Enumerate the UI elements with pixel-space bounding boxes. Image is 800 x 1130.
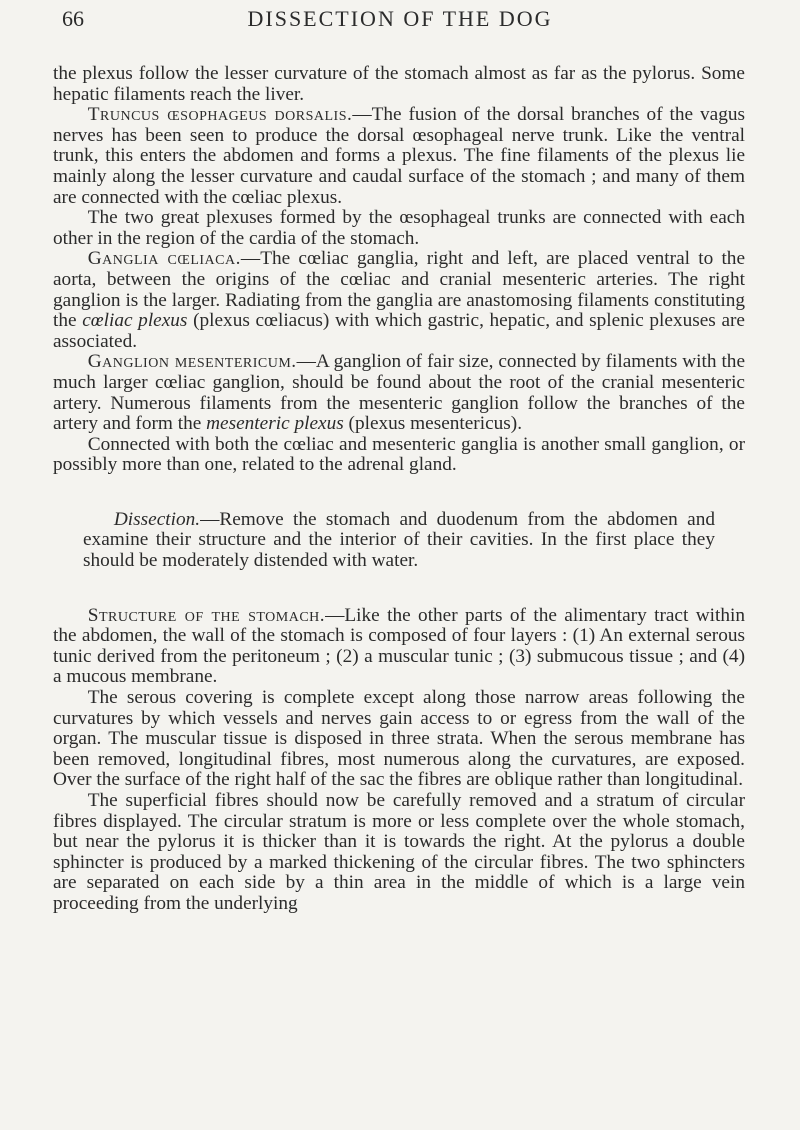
paragraph-plexuses xyxy=(53,208,745,249)
paragraph-structure-text: —Like the other parts of the alimentary tract within the abdomen, the wall of the stomach is composed of four layers : (1) An external serous tunic derived from the peritoneum ; (2) a muscular tunic ; (3) submucous tissue ; and (4) a mucous membrane. xyxy=(53,604,745,688)
term-mesenteric-plexus: mesenteric plexus xyxy=(206,413,344,435)
heading-ganglion-mesentericum: Ganglion mesentericum. xyxy=(87,351,297,373)
paragraph-plexuses-text: The two great plexuses formed by the œsophageal trunks are connected with each other in the region of the cardia of the stomach. xyxy=(53,207,745,249)
paragraph-circular xyxy=(53,791,745,915)
paragraph-serous xyxy=(53,688,745,791)
paragraph-truncus-text: —The fusion of the dorsal branches of the vagus nerves has been seen to produce the dorsal œsophageal nerve trunk. Like the ventral trunk, this enters the abdomen and forms a plexus. The fine filaments of the plexus lie mainly along the lesser curvature and caudal surface of the stomach ; and many of them are connected with the cœliac plexus. xyxy=(53,104,745,208)
paragraph-1 xyxy=(53,64,745,105)
body-text xyxy=(53,64,745,915)
heading-ganglia-coeliaca: Ganglia cœliaca. xyxy=(87,248,241,270)
paragraph-circular-text: The superficial fibres should now be carefully removed and a stratum of circular fibres displayed. The circular stratum is more or less complete over the whole stomach, but near the pylorus it is thicker than it is towards the right. At the pylorus a double sphincter is produced by a marked thickening of the circular fibres. The two sphincters are separated on each side by a thin area in the middle of which is a large vein proceeding from the underlying xyxy=(53,790,745,914)
paragraph-structure xyxy=(53,606,745,688)
running-title: DISSECTION OF THE DOG xyxy=(247,6,553,31)
paragraph-ganglia-text-a: —The cœliac ganglia, right and left, are placed ventral to the aorta, between the origins of the cœliac and cranial mesenteric arteries. The right ganglion is the larger. Radiating from the ganglia are anastomosing filaments constituting the xyxy=(53,248,746,332)
page-header xyxy=(62,6,738,46)
paragraph-ganglia-text-b: (plexus cœliacus) with which gastric, hepatic, and splenic plexuses are associated. xyxy=(53,310,745,352)
heading-dissection: Dissection. xyxy=(113,508,201,530)
paragraph-1-text: the plexus follow the lesser curvature of the stomach almost as far as the pylorus. Some hepatic filaments reach the liver. xyxy=(53,63,745,105)
paragraph-serous-text: The serous covering is complete except along those narrow areas following the curvatures by which vessels and nerves gain access to or egress from the wall of the organ. The muscular tissue is disposed in three strata. When the serous membrane has been removed, longitudinal fibres, most numerous along the curvatures, are exposed. Over the surface of the right half of the sac the fibres are oblique rather than longitudinal. xyxy=(53,687,745,791)
paragraph-truncus xyxy=(53,105,745,208)
paragraph-ganglion-mesentericum xyxy=(53,352,745,434)
dissection-block xyxy=(53,510,745,572)
paragraph-adrenal xyxy=(53,435,745,476)
paragraph-dissection-text: —Remove the stomach and duodenum from the abdomen and examine their structure and the interior of their cavities. In the first place they should be moderately distended with water. xyxy=(83,508,715,572)
term-coeliac-plexus: cœliac plexus xyxy=(82,310,188,332)
paragraph-ganglia-coeliaca xyxy=(53,249,745,352)
paragraph-mesentericum-text-b: (plexus mesentericus). xyxy=(343,413,523,435)
paragraph-adrenal-text: Connected with both the cœliac and mesenteric ganglia is another small ganglion, or possibly more than one, related to the adrenal gland. xyxy=(53,433,745,476)
paragraph-dissection xyxy=(83,510,715,572)
heading-structure-stomach: Structure of the stomach. xyxy=(87,604,326,626)
heading-truncus: Truncus œsophageus dorsalis. xyxy=(87,104,353,126)
paragraph-mesentericum-text-a: —A ganglion of fair size, connected by filaments with the much larger cœliac ganglion, should be found about the root of the cranial mesenteric artery. Numerous filaments from the mesenteric ganglion follow the branches of the artery and form the xyxy=(53,351,745,435)
page-number: 66 xyxy=(62,6,84,31)
